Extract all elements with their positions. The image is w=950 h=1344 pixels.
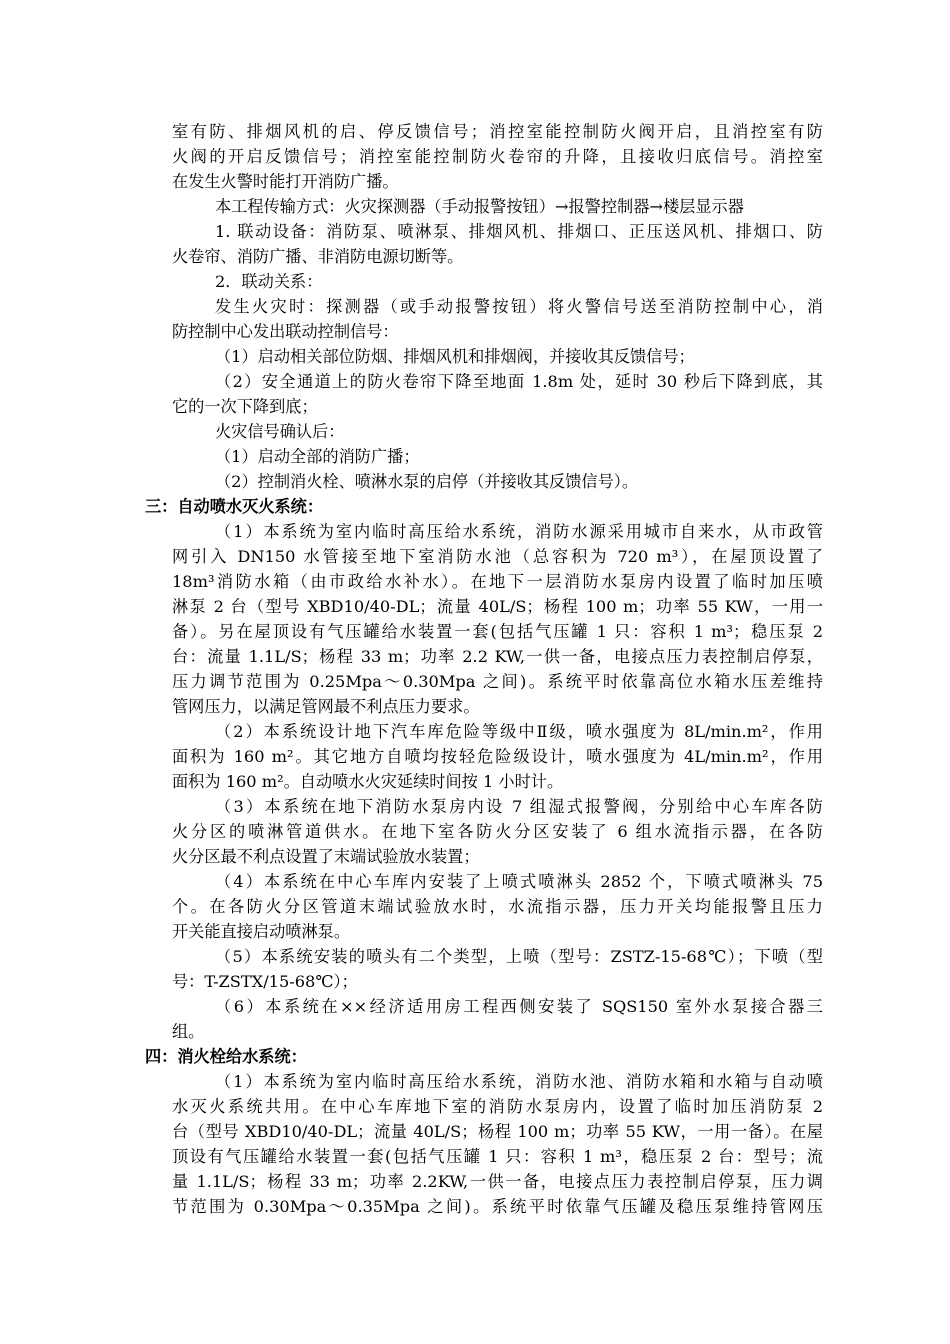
text-line: （6）本系统在××经济适用房工程西侧安装了 SQS150 室外水泵接合器三	[215, 997, 823, 1016]
text-line: 它的一次下降到底；	[172, 397, 318, 416]
text-line: （1）本系统为室内临时高压给水系统，消防水池、消防水箱和水箱与自动喷	[215, 1072, 823, 1091]
text-line: （1）启动相关部位防烟、排烟风机和排烟阀，并接收其反馈信号；	[215, 347, 695, 366]
text-line: 网引入 DN150 水管接至地下室消防水池（总容积为 720 m³），在屋顶设置了	[172, 547, 823, 566]
text-line: 面积为 160 m²。其它地方自喷均按轻危险级设计，喷水强度为 4L/min.m²，作用	[172, 747, 823, 766]
text-line: 火阀的开启反馈信号；消控室能控制防火卷帘的升降，且接收归底信号。消控室	[172, 147, 823, 166]
text-line: 室有防、排烟风机的启、停反馈信号；消控室能控制防火阀开启，且消控室有防	[172, 122, 823, 141]
text-line: 管网压力，以满足管网最不利点压力要求。	[172, 697, 480, 716]
text-line: 顶设有气压罐给水装置一套(包括气压罐 1 只：容积 1 m³，稳压泵 2 台：型号；流	[172, 1147, 823, 1166]
text-line: 号：T-ZSTX/15-68℃）；	[172, 972, 358, 991]
text-line: 个。在各防火分区管道末端试验放水时，水流指示器，压力开关均能报警且压力	[172, 897, 823, 916]
text-line: 火卷帘、消防广播、非消防电源切断等。	[172, 247, 464, 266]
text-line: （2）安全通道上的防火卷帘下降至地面 1.8m 处，延时 30 秒后下降到底，其	[215, 372, 823, 391]
text-line: 组。	[172, 1022, 205, 1041]
text-line: 防控制中心发出联动控制信号：	[172, 322, 399, 341]
section-heading: 四：消火栓给水系统：	[145, 1047, 307, 1066]
text-line: （1）启动全部的消防广播；	[215, 447, 420, 466]
text-line: 量 1.1L/S；杨程 33 m；功率 2.2KW,一供一备，电接点压力表控制启停泵，压力调	[172, 1172, 823, 1191]
text-line: （2）本系统设计地下汽车库危险等级中Ⅱ级，喷水强度为 8L/min.m²，作用	[215, 722, 823, 741]
text-line: 本工程传输方式：火灾探测器（手动报警按钮）→报警控制器→楼层显示器	[215, 197, 744, 216]
text-line: 火分区的喷淋管道供水。在地下室各防火分区安装了 6 组水流指示器，在各防	[172, 822, 823, 841]
text-line: （1）本系统为室内临时高压给水系统，消防水源采用城市自来水，从市政管	[215, 522, 823, 541]
text-line: 开关能直接启动喷淋泵。	[172, 922, 351, 941]
text-line: 火灾信号确认后：	[215, 422, 345, 441]
text-line: （5）本系统安装的喷头有二个类型，上喷（型号：ZSTZ-15-68℃）；下喷（型	[215, 947, 823, 966]
text-line: 台：流量 1.1L/S；杨程 33 m；功率 2.2 KW,一供一备，电接点压力表控制启停泵，	[172, 647, 823, 666]
text-line: 1. 联动设备：消防泵、喷淋泵、排烟风机、排烟口、正压送风机、排烟口、防	[215, 222, 823, 241]
text-line: 水灭火系统共用。在中心车库地下室的消防水泵房内，设置了临时加压消防泵 2	[172, 1097, 823, 1116]
text-line: 台（型号 XBD10/40-DL；流量 40L/S；杨程 100 m；功率 55 KW，一用一备）。在屋	[172, 1122, 823, 1141]
text-line: 发生火灾时：探测器（或手动报警按钮）将火警信号送至消防控制中心，消	[215, 297, 823, 316]
text-line: 节范围为 0.30Mpa～0.35Mpa 之间)。系统平时依靠气压罐及稳压泵维持管网压	[172, 1197, 823, 1216]
text-line: 淋泵 2 台（型号 XBD10/40-DL；流量 40L/S；杨程 100 m；功率 55 KW，一用一	[172, 597, 823, 616]
text-line: 火分区最不利点设置了末端试验放水装置；	[172, 847, 480, 866]
text-line: （2）控制消火栓、喷淋水泵的启停（并接收其反馈信号）。	[215, 472, 639, 491]
text-line: 压力调节范围为 0.25Mpa～0.30Mpa 之间)。系统平时依靠高位水箱水压差维持	[172, 672, 823, 691]
text-line: （3）本系统在地下消防水泵房内设 7 组湿式报警阀，分别给中心车库各防	[215, 797, 823, 816]
section-heading: 三：自动喷水灭火系统：	[145, 497, 324, 516]
text-line: 2．联动关系：	[215, 272, 323, 291]
text-line: 18m³消防水箱（由市政给水补水）。在地下一层消防水泵房内设置了临时加压喷	[172, 572, 823, 591]
text-line: 面积为 160 m²。自动喷水火灾延续时间按 1 小时计。	[172, 772, 564, 791]
text-line: （4）本系统在中心车库内安装了上喷式喷淋头 2852 个，下喷式喷淋头 75	[215, 872, 823, 891]
text-line: 在发生火警时能打开消防广播。	[172, 172, 399, 191]
text-line: 备）。另在屋顶设有气压罐给水装置一套(包括气压罐 1 只：容积 1 m³；稳压泵 2	[172, 622, 823, 641]
